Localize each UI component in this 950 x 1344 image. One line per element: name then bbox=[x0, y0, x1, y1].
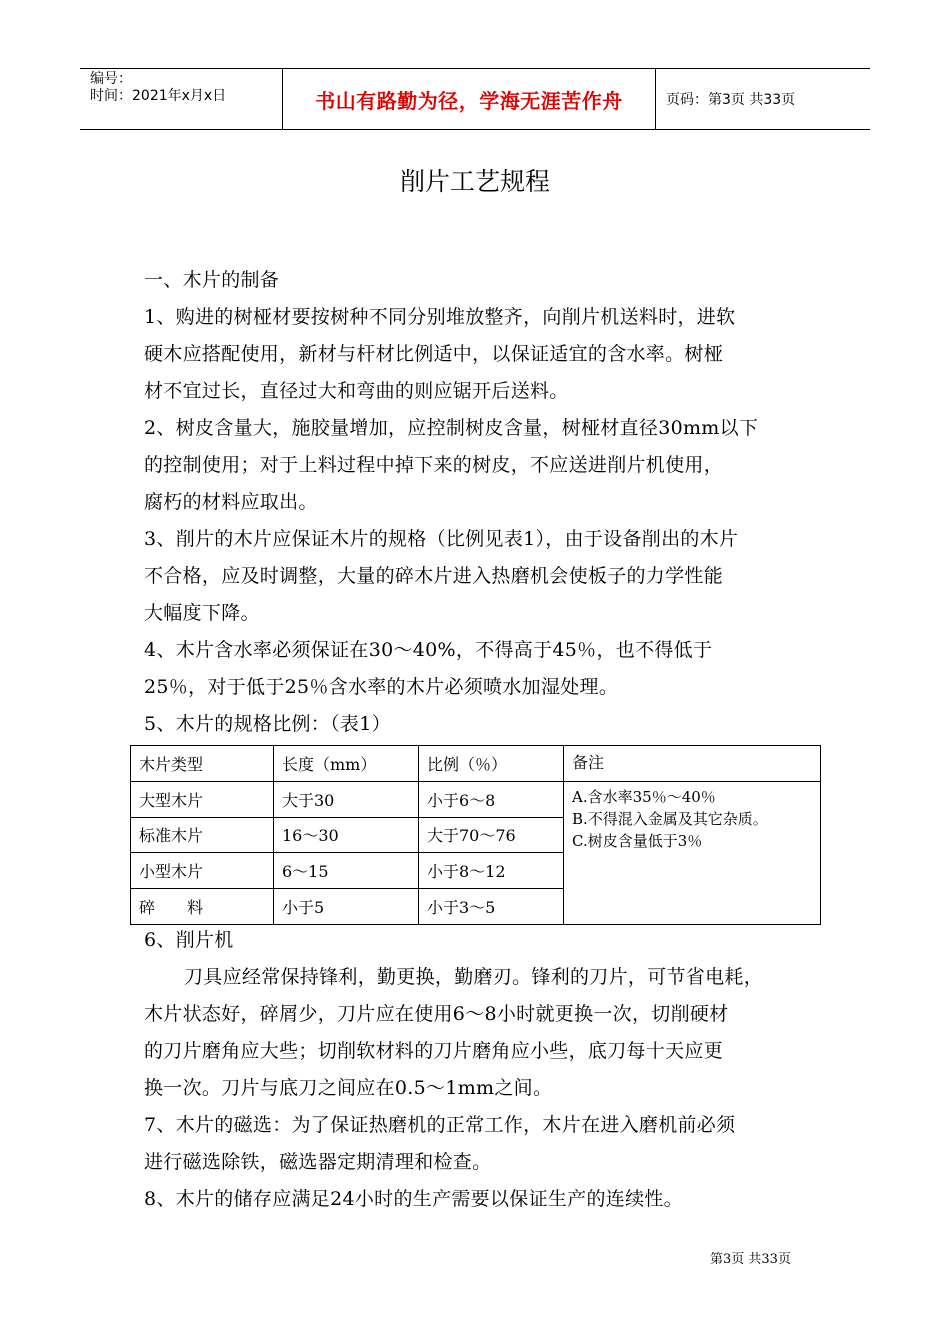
table-caption: 5、木片的规格比例：（表1） bbox=[144, 713, 391, 735]
paragraph-line: 2、树皮含量大，施胶量增加，应控制树皮含量，树桠材直径30mm以下 bbox=[144, 417, 759, 439]
table-cell: 16～30 bbox=[274, 817, 419, 853]
paragraph-line: 材不宜过长，直径过大和弯曲的则应锯开后送料。 bbox=[144, 380, 569, 402]
document-number: 编号： bbox=[90, 71, 132, 87]
section-heading: 一、木片的制备 bbox=[144, 269, 280, 291]
table-cell: 小于3～5 bbox=[419, 889, 564, 925]
motto: 书山有路勤为径，学海无涯苦作舟 bbox=[315, 88, 623, 113]
paragraph-line: 刀具应经常保持锋利，勤更换，勤磨刃。锋利的刀片，可节省电耗， bbox=[184, 966, 764, 988]
table-header-cell: 长度（mm） bbox=[274, 746, 419, 782]
table-cell: 大于70～76 bbox=[419, 817, 564, 853]
table-header-cell: 备注 bbox=[564, 746, 821, 782]
table-header-cell: 比例（％） bbox=[419, 746, 564, 782]
table-cell: 碎 料 bbox=[131, 889, 274, 925]
table-notes-cell bbox=[564, 781, 821, 924]
table-cell: 小型木片 bbox=[131, 853, 274, 889]
header-meta bbox=[80, 69, 282, 129]
paragraph-line: 25％，对于低于25％含水率的木片必须喷水加湿处理。 bbox=[144, 676, 619, 698]
page-title: 削片工艺规程 bbox=[399, 167, 550, 196]
table-cell: 标准木片 bbox=[131, 817, 274, 853]
table-cell: 小于5 bbox=[274, 889, 419, 925]
paragraph-line: 换一次。刀片与底刀之间应在0.5～1mm之间。 bbox=[144, 1077, 553, 1099]
paragraph-line: 木片状态好，碎屑少，刀片应在使用6～8小时就更换一次，切削硬材 bbox=[144, 1003, 729, 1025]
header-motto-cell bbox=[282, 69, 656, 129]
table-cell: 小于8～12 bbox=[419, 853, 564, 889]
paragraph-line: 的控制使用；对于上料过程中掉下来的树皮，不应送进削片机使用， bbox=[144, 454, 724, 476]
page-footer: 第3页 共33页 bbox=[710, 1252, 791, 1267]
paragraph-line: 的刀片磨角应大些；切削软材料的刀片磨角应小些，底刀每十天应更 bbox=[144, 1040, 724, 1062]
paragraph-line: 8、木片的储存应满足24小时的生产需要以保证生产的连续性。 bbox=[144, 1188, 683, 1210]
section-heading: 6、削片机 bbox=[144, 929, 234, 951]
note-line: C.树皮含量低于3％ bbox=[572, 831, 703, 850]
note-line: B.不得混入金属及其它杂质。 bbox=[572, 809, 768, 828]
table-header-row bbox=[131, 746, 821, 782]
paragraph-line: 3、削片的木片应保证木片的规格（比例见表1），由于设备削出的木片 bbox=[144, 528, 739, 550]
table-cell: 大于30 bbox=[274, 781, 419, 817]
paragraph-line: 进行磁选除铁，磁选器定期清理和检查。 bbox=[144, 1151, 492, 1173]
table-cell: 大型木片 bbox=[131, 781, 274, 817]
paragraph-line: 4、木片含水率必须保证在30～40%，不得高于45％，也不得低于 bbox=[144, 639, 713, 661]
page-header bbox=[80, 68, 870, 130]
section-2 bbox=[144, 922, 814, 1218]
header-page-cell bbox=[656, 69, 870, 129]
header-page-number: 页码：第3页 共33页 bbox=[666, 92, 796, 108]
document-date: 时间：2021年x月x日 bbox=[90, 88, 227, 104]
table-row bbox=[131, 781, 821, 817]
paragraph-line: 7、木片的磁选：为了保证热磨机的正常工作，木片在进入磨机前必须 bbox=[144, 1114, 736, 1136]
table-header-cell: 木片类型 bbox=[131, 746, 274, 782]
paragraph-line: 不合格，应及时调整，大量的碎木片进入热磨机会使板子的力学性能 bbox=[144, 565, 724, 587]
paragraph-line: 硬木应搭配使用，新材与杆材比例适中，以保证适宜的含水率。树桠 bbox=[144, 343, 724, 365]
wood-chip-spec-table bbox=[130, 745, 821, 925]
paragraph-line: 1、购进的树桠材要按树种不同分别堆放整齐，向削片机送料时，进软 bbox=[144, 306, 736, 328]
section-1 bbox=[144, 262, 814, 743]
table-cell: 6～15 bbox=[274, 853, 419, 889]
paragraph-line: 大幅度下降。 bbox=[144, 602, 260, 624]
table-cell: 小于6～8 bbox=[419, 781, 564, 817]
paragraph-line: 腐朽的材料应取出。 bbox=[144, 491, 318, 513]
note-line: A.含水率35％～40％ bbox=[572, 787, 716, 806]
